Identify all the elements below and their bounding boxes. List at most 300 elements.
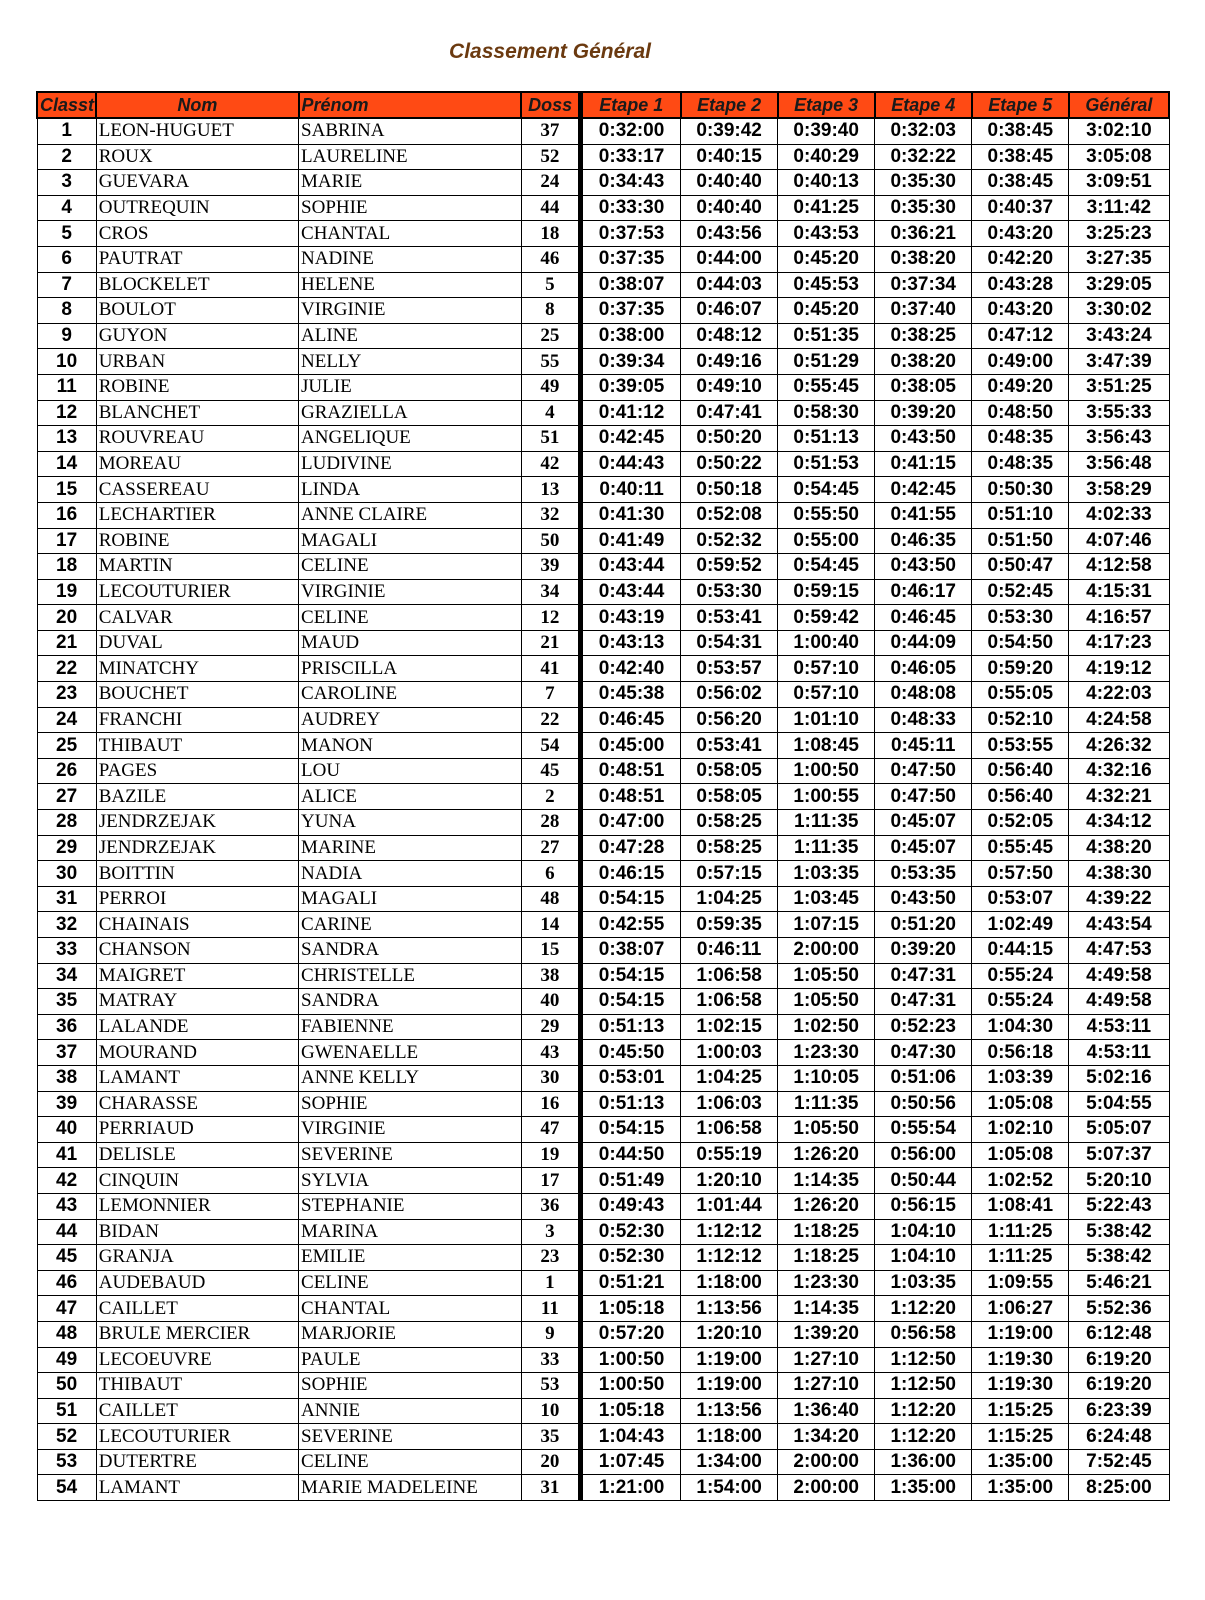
cell-bib: 55 <box>521 349 580 375</box>
table-row <box>37 758 1169 784</box>
cell-total-time: 4:53:11 <box>1069 1040 1169 1066</box>
cell-first-name: VIRGINIE <box>299 579 522 605</box>
cell-stage3: 2:00:00 <box>778 938 875 964</box>
cell-stage1: 0:34:43 <box>581 170 681 196</box>
cell-stage3: 0:59:42 <box>778 605 875 631</box>
cell-rank: 1 <box>37 118 96 144</box>
table-row <box>37 886 1169 912</box>
cell-stage2: 1:18:00 <box>681 1424 778 1450</box>
cell-stage5: 1:05:08 <box>972 1091 1069 1117</box>
cell-total-time: 4:26:32 <box>1069 733 1169 759</box>
header-etape2: Etape 2 <box>681 92 778 118</box>
cell-stage1: 0:41:12 <box>581 400 681 426</box>
cell-name: CINQUIN <box>96 1168 298 1194</box>
cell-first-name: LUDIVINE <box>299 451 522 477</box>
cell-total-time: 5:04:55 <box>1069 1091 1169 1117</box>
cell-stage4: 0:46:05 <box>875 656 972 682</box>
table-row <box>37 323 1169 349</box>
cell-stage5: 0:43:28 <box>972 272 1069 298</box>
cell-total-time: 4:24:58 <box>1069 707 1169 733</box>
cell-total-time: 3:58:29 <box>1069 477 1169 503</box>
cell-first-name: CARINE <box>299 912 522 938</box>
cell-rank: 21 <box>37 630 96 656</box>
cell-name: MINATCHY <box>96 656 298 682</box>
table-row <box>37 349 1169 375</box>
cell-stage5: 0:49:00 <box>972 349 1069 375</box>
cell-stage3: 0:45:53 <box>778 272 875 298</box>
cell-stage1: 0:43:44 <box>581 579 681 605</box>
table-row <box>37 195 1169 221</box>
cell-stage3: 0:43:53 <box>778 221 875 247</box>
table-row <box>37 477 1169 503</box>
cell-stage2: 1:20:10 <box>681 1321 778 1347</box>
cell-stage2: 1:34:00 <box>681 1449 778 1475</box>
cell-stage3: 1:00:55 <box>778 784 875 810</box>
cell-rank: 18 <box>37 554 96 580</box>
cell-stage5: 0:52:45 <box>972 579 1069 605</box>
cell-name: CAILLET <box>96 1398 298 1424</box>
cell-stage1: 0:43:19 <box>581 605 681 631</box>
cell-stage3: 1:26:20 <box>778 1142 875 1168</box>
cell-rank: 31 <box>37 886 96 912</box>
cell-first-name: MANON <box>299 733 522 759</box>
cell-stage2: 1:06:58 <box>681 963 778 989</box>
cell-stage1: 1:05:18 <box>581 1398 681 1424</box>
cell-stage3: 0:57:10 <box>778 656 875 682</box>
cell-stage2: 0:44:00 <box>681 246 778 272</box>
cell-name: MAIGRET <box>96 963 298 989</box>
cell-name: GRANJA <box>96 1245 298 1271</box>
cell-bib: 29 <box>521 1014 580 1040</box>
table-row <box>37 1296 1169 1322</box>
cell-stage5: 0:43:20 <box>972 221 1069 247</box>
cell-stage5: 1:05:08 <box>972 1142 1069 1168</box>
cell-name: MOURAND <box>96 1040 298 1066</box>
cell-first-name: PAULE <box>299 1347 522 1373</box>
cell-stage1: 0:43:44 <box>581 554 681 580</box>
cell-stage3: 1:11:35 <box>778 810 875 836</box>
cell-stage4: 0:46:35 <box>875 528 972 554</box>
cell-total-time: 6:23:39 <box>1069 1398 1169 1424</box>
cell-stage2: 0:57:15 <box>681 861 778 887</box>
cell-stage2: 0:58:25 <box>681 835 778 861</box>
cell-rank: 16 <box>37 502 96 528</box>
cell-bib: 44 <box>521 195 580 221</box>
cell-stage3: 0:51:35 <box>778 323 875 349</box>
cell-first-name: MARIE <box>299 170 522 196</box>
cell-stage3: 0:41:25 <box>778 195 875 221</box>
cell-total-time: 3:43:24 <box>1069 323 1169 349</box>
cell-bib: 37 <box>521 118 580 144</box>
cell-first-name: MARINA <box>299 1219 522 1245</box>
cell-stage3: 1:05:50 <box>778 1117 875 1143</box>
cell-rank: 2 <box>37 144 96 170</box>
header-etape4: Etape 4 <box>875 92 972 118</box>
cell-stage3: 0:51:13 <box>778 426 875 452</box>
cell-stage3: 1:18:25 <box>778 1245 875 1271</box>
cell-stage1: 1:00:50 <box>581 1347 681 1373</box>
cell-bib: 22 <box>521 707 580 733</box>
cell-bib: 6 <box>521 861 580 887</box>
cell-name: THIBAUT <box>96 733 298 759</box>
cell-first-name: STEPHANIE <box>299 1193 522 1219</box>
cell-bib: 48 <box>521 886 580 912</box>
cell-name: CHAINAIS <box>96 912 298 938</box>
cell-stage4: 0:45:07 <box>875 835 972 861</box>
cell-name: BOULOT <box>96 298 298 324</box>
cell-rank: 47 <box>37 1296 96 1322</box>
cell-rank: 37 <box>37 1040 96 1066</box>
cell-total-time: 5:05:07 <box>1069 1117 1169 1143</box>
cell-stage1: 0:52:30 <box>581 1245 681 1271</box>
cell-stage4: 0:39:20 <box>875 938 972 964</box>
cell-first-name: ANNIE <box>299 1398 522 1424</box>
results-body <box>37 118 1169 1501</box>
cell-stage4: 1:35:00 <box>875 1475 972 1501</box>
cell-stage1: 0:46:45 <box>581 707 681 733</box>
cell-bib: 54 <box>521 733 580 759</box>
cell-stage2: 1:12:12 <box>681 1219 778 1245</box>
cell-stage4: 0:36:21 <box>875 221 972 247</box>
cell-name: FRANCHI <box>96 707 298 733</box>
cell-stage3: 1:03:35 <box>778 861 875 887</box>
cell-stage3: 1:02:50 <box>778 1014 875 1040</box>
table-row <box>37 1040 1169 1066</box>
cell-rank: 52 <box>37 1424 96 1450</box>
cell-stage3: 2:00:00 <box>778 1475 875 1501</box>
cell-rank: 33 <box>37 938 96 964</box>
cell-bib: 15 <box>521 938 580 964</box>
cell-stage3: 0:58:30 <box>778 400 875 426</box>
table-row <box>37 630 1169 656</box>
cell-bib: 4 <box>521 400 580 426</box>
cell-name: PAUTRAT <box>96 246 298 272</box>
cell-bib: 20 <box>521 1449 580 1475</box>
cell-rank: 38 <box>37 1065 96 1091</box>
cell-rank: 40 <box>37 1117 96 1143</box>
cell-name: LECHARTIER <box>96 502 298 528</box>
cell-rank: 30 <box>37 861 96 887</box>
cell-stage3: 0:40:29 <box>778 144 875 170</box>
cell-name: DUTERTRE <box>96 1449 298 1475</box>
cell-total-time: 3:02:10 <box>1069 118 1169 144</box>
cell-rank: 42 <box>37 1168 96 1194</box>
cell-stage5: 0:56:40 <box>972 758 1069 784</box>
cell-stage2: 0:58:05 <box>681 784 778 810</box>
cell-name: PERRIAUD <box>96 1117 298 1143</box>
cell-bib: 2 <box>521 784 580 810</box>
cell-stage3: 1:01:10 <box>778 707 875 733</box>
cell-total-time: 6:12:48 <box>1069 1321 1169 1347</box>
cell-total-time: 4:53:11 <box>1069 1014 1169 1040</box>
table-row <box>37 1321 1169 1347</box>
cell-stage1: 0:42:55 <box>581 912 681 938</box>
cell-total-time: 3:47:39 <box>1069 349 1169 375</box>
cell-rank: 23 <box>37 682 96 708</box>
cell-stage5: 0:56:18 <box>972 1040 1069 1066</box>
cell-stage2: 0:47:41 <box>681 400 778 426</box>
table-row <box>37 656 1169 682</box>
cell-stage1: 0:45:50 <box>581 1040 681 1066</box>
cell-total-time: 3:29:05 <box>1069 272 1169 298</box>
cell-stage4: 0:43:50 <box>875 426 972 452</box>
cell-name: BIDAN <box>96 1219 298 1245</box>
cell-bib: 46 <box>521 246 580 272</box>
cell-stage2: 0:50:18 <box>681 477 778 503</box>
cell-rank: 17 <box>37 528 96 554</box>
cell-stage1: 1:00:50 <box>581 1373 681 1399</box>
cell-stage4: 0:42:45 <box>875 477 972 503</box>
cell-stage4: 0:47:30 <box>875 1040 972 1066</box>
cell-rank: 7 <box>37 272 96 298</box>
cell-first-name: ALICE <box>299 784 522 810</box>
cell-stage5: 1:15:25 <box>972 1424 1069 1450</box>
cell-name: LECOUTURIER <box>96 1424 298 1450</box>
cell-stage4: 0:32:03 <box>875 118 972 144</box>
cell-stage4: 0:37:40 <box>875 298 972 324</box>
cell-stage3: 0:45:20 <box>778 246 875 272</box>
cell-stage1: 0:54:15 <box>581 963 681 989</box>
table-row <box>37 144 1169 170</box>
cell-stage4: 1:12:20 <box>875 1424 972 1450</box>
cell-total-time: 4:47:53 <box>1069 938 1169 964</box>
cell-bib: 10 <box>521 1398 580 1424</box>
cell-name: GUYON <box>96 323 298 349</box>
cell-stage1: 0:48:51 <box>581 758 681 784</box>
cell-stage5: 0:51:50 <box>972 528 1069 554</box>
cell-name: AUDEBAUD <box>96 1270 298 1296</box>
cell-bib: 9 <box>521 1321 580 1347</box>
cell-total-time: 3:25:23 <box>1069 221 1169 247</box>
cell-stage5: 1:08:41 <box>972 1193 1069 1219</box>
cell-stage2: 0:40:15 <box>681 144 778 170</box>
cell-rank: 28 <box>37 810 96 836</box>
cell-first-name: ANNE CLAIRE <box>299 502 522 528</box>
cell-first-name: ANNE KELLY <box>299 1065 522 1091</box>
cell-stage1: 0:45:38 <box>581 682 681 708</box>
cell-stage2: 0:46:11 <box>681 938 778 964</box>
cell-bib: 39 <box>521 554 580 580</box>
cell-stage5: 0:55:24 <box>972 989 1069 1015</box>
cell-total-time: 3:09:51 <box>1069 170 1169 196</box>
cell-stage2: 0:52:08 <box>681 502 778 528</box>
cell-total-time: 5:38:42 <box>1069 1245 1169 1271</box>
cell-stage4: 0:56:15 <box>875 1193 972 1219</box>
cell-stage1: 0:44:43 <box>581 451 681 477</box>
cell-stage2: 1:54:00 <box>681 1475 778 1501</box>
page-title: Classement Général <box>449 40 651 63</box>
cell-stage2: 0:40:40 <box>681 195 778 221</box>
cell-first-name: MARIE MADELEINE <box>299 1475 522 1501</box>
cell-rank: 36 <box>37 1014 96 1040</box>
cell-stage3: 1:05:50 <box>778 989 875 1015</box>
cell-stage2: 0:50:22 <box>681 451 778 477</box>
cell-first-name: HELENE <box>299 272 522 298</box>
cell-bib: 5 <box>521 272 580 298</box>
cell-first-name: NADIA <box>299 861 522 887</box>
table-row <box>37 170 1169 196</box>
cell-stage2: 1:13:56 <box>681 1296 778 1322</box>
cell-bib: 52 <box>521 144 580 170</box>
cell-rank: 3 <box>37 170 96 196</box>
cell-total-time: 6:19:20 <box>1069 1347 1169 1373</box>
cell-stage5: 0:38:45 <box>972 144 1069 170</box>
cell-stage1: 0:54:15 <box>581 1117 681 1143</box>
cell-total-time: 5:38:42 <box>1069 1219 1169 1245</box>
cell-stage1: 0:44:50 <box>581 1142 681 1168</box>
cell-stage5: 1:35:00 <box>972 1475 1069 1501</box>
cell-stage3: 1:27:10 <box>778 1347 875 1373</box>
cell-stage4: 0:43:50 <box>875 554 972 580</box>
cell-first-name: LOU <box>299 758 522 784</box>
cell-stage1: 0:53:01 <box>581 1065 681 1091</box>
cell-first-name: CAROLINE <box>299 682 522 708</box>
cell-first-name: CHANTAL <box>299 221 522 247</box>
cell-stage2: 0:58:05 <box>681 758 778 784</box>
cell-stage4: 0:50:56 <box>875 1091 972 1117</box>
cell-total-time: 4:32:16 <box>1069 758 1169 784</box>
cell-stage2: 0:43:56 <box>681 221 778 247</box>
cell-first-name: JULIE <box>299 374 522 400</box>
table-row <box>37 1449 1169 1475</box>
table-row <box>37 1398 1169 1424</box>
cell-stage5: 0:48:35 <box>972 426 1069 452</box>
cell-stage1: 0:54:15 <box>581 886 681 912</box>
cell-stage2: 0:56:02 <box>681 682 778 708</box>
cell-stage4: 0:47:50 <box>875 758 972 784</box>
cell-stage4: 0:41:15 <box>875 451 972 477</box>
table-row <box>37 1091 1169 1117</box>
cell-first-name: CELINE <box>299 1449 522 1475</box>
cell-stage4: 0:56:58 <box>875 1321 972 1347</box>
cell-rank: 44 <box>37 1219 96 1245</box>
cell-stage3: 0:39:40 <box>778 118 875 144</box>
cell-stage2: 0:48:12 <box>681 323 778 349</box>
cell-total-time: 3:30:02 <box>1069 298 1169 324</box>
table-row <box>37 1347 1169 1373</box>
cell-total-time: 3:56:43 <box>1069 426 1169 452</box>
cell-stage5: 1:15:25 <box>972 1398 1069 1424</box>
cell-stage4: 0:38:20 <box>875 246 972 272</box>
cell-first-name: CELINE <box>299 554 522 580</box>
cell-stage1: 1:07:45 <box>581 1449 681 1475</box>
cell-bib: 32 <box>521 502 580 528</box>
cell-stage4: 0:38:05 <box>875 374 972 400</box>
cell-rank: 10 <box>37 349 96 375</box>
table-row <box>37 1219 1169 1245</box>
cell-rank: 22 <box>37 656 96 682</box>
cell-stage3: 1:18:25 <box>778 1219 875 1245</box>
cell-bib: 17 <box>521 1168 580 1194</box>
cell-stage1: 0:38:07 <box>581 938 681 964</box>
header-etape1: Etape 1 <box>581 92 681 118</box>
cell-rank: 41 <box>37 1142 96 1168</box>
cell-stage4: 0:44:09 <box>875 630 972 656</box>
cell-stage3: 0:45:20 <box>778 298 875 324</box>
cell-stage1: 0:47:28 <box>581 835 681 861</box>
cell-name: BLOCKELET <box>96 272 298 298</box>
cell-stage2: 0:53:41 <box>681 605 778 631</box>
cell-first-name: GWENAELLE <box>299 1040 522 1066</box>
cell-stage2: 0:53:41 <box>681 733 778 759</box>
table-row <box>37 810 1169 836</box>
table-row <box>37 989 1169 1015</box>
cell-stage3: 1:10:05 <box>778 1065 875 1091</box>
cell-stage2: 0:50:20 <box>681 426 778 452</box>
cell-rank: 9 <box>37 323 96 349</box>
cell-stage2: 0:59:35 <box>681 912 778 938</box>
cell-bib: 24 <box>521 170 580 196</box>
header-classt: Classt <box>37 92 96 118</box>
cell-stage3: 1:39:20 <box>778 1321 875 1347</box>
cell-bib: 30 <box>521 1065 580 1091</box>
table-row <box>37 1014 1169 1040</box>
cell-first-name: ANGELIQUE <box>299 426 522 452</box>
header-nom: Nom <box>96 92 298 118</box>
cell-bib: 13 <box>521 477 580 503</box>
cell-stage2: 0:58:25 <box>681 810 778 836</box>
cell-total-time: 5:52:36 <box>1069 1296 1169 1322</box>
cell-name: DUVAL <box>96 630 298 656</box>
header-general: Général <box>1069 92 1169 118</box>
cell-stage2: 0:56:20 <box>681 707 778 733</box>
cell-name: BLANCHET <box>96 400 298 426</box>
cell-stage5: 1:06:27 <box>972 1296 1069 1322</box>
cell-total-time: 4:16:57 <box>1069 605 1169 631</box>
cell-stage2: 1:06:58 <box>681 989 778 1015</box>
cell-stage2: 1:13:56 <box>681 1398 778 1424</box>
cell-stage3: 1:14:35 <box>778 1168 875 1194</box>
cell-rank: 27 <box>37 784 96 810</box>
cell-stage4: 0:41:55 <box>875 502 972 528</box>
cell-stage4: 0:47:31 <box>875 989 972 1015</box>
cell-stage2: 1:04:25 <box>681 886 778 912</box>
cell-stage1: 0:37:35 <box>581 246 681 272</box>
cell-name: MATRAY <box>96 989 298 1015</box>
cell-stage2: 0:59:52 <box>681 554 778 580</box>
cell-name: PAGES <box>96 758 298 784</box>
table-row <box>37 861 1169 887</box>
cell-first-name: YUNA <box>299 810 522 836</box>
cell-name: MOREAU <box>96 451 298 477</box>
cell-name: URBAN <box>96 349 298 375</box>
cell-stage2: 0:46:07 <box>681 298 778 324</box>
cell-stage4: 0:46:17 <box>875 579 972 605</box>
cell-total-time: 4:38:20 <box>1069 835 1169 861</box>
cell-stage1: 0:51:13 <box>581 1091 681 1117</box>
cell-bib: 11 <box>521 1296 580 1322</box>
cell-stage5: 0:49:20 <box>972 374 1069 400</box>
cell-total-time: 3:51:25 <box>1069 374 1169 400</box>
header-doss: Doss <box>521 92 580 118</box>
cell-stage4: 0:32:22 <box>875 144 972 170</box>
cell-stage2: 0:53:57 <box>681 656 778 682</box>
cell-rank: 15 <box>37 477 96 503</box>
cell-stage3: 1:11:35 <box>778 1091 875 1117</box>
cell-stage5: 1:03:39 <box>972 1065 1069 1091</box>
cell-bib: 14 <box>521 912 580 938</box>
cell-rank: 6 <box>37 246 96 272</box>
cell-bib: 8 <box>521 298 580 324</box>
cell-stage1: 0:47:00 <box>581 810 681 836</box>
cell-rank: 19 <box>37 579 96 605</box>
table-row <box>37 1245 1169 1271</box>
cell-stage1: 0:32:00 <box>581 118 681 144</box>
table-row <box>37 1424 1169 1450</box>
cell-stage2: 1:19:00 <box>681 1373 778 1399</box>
cell-bib: 7 <box>521 682 580 708</box>
cell-stage4: 1:04:10 <box>875 1245 972 1271</box>
